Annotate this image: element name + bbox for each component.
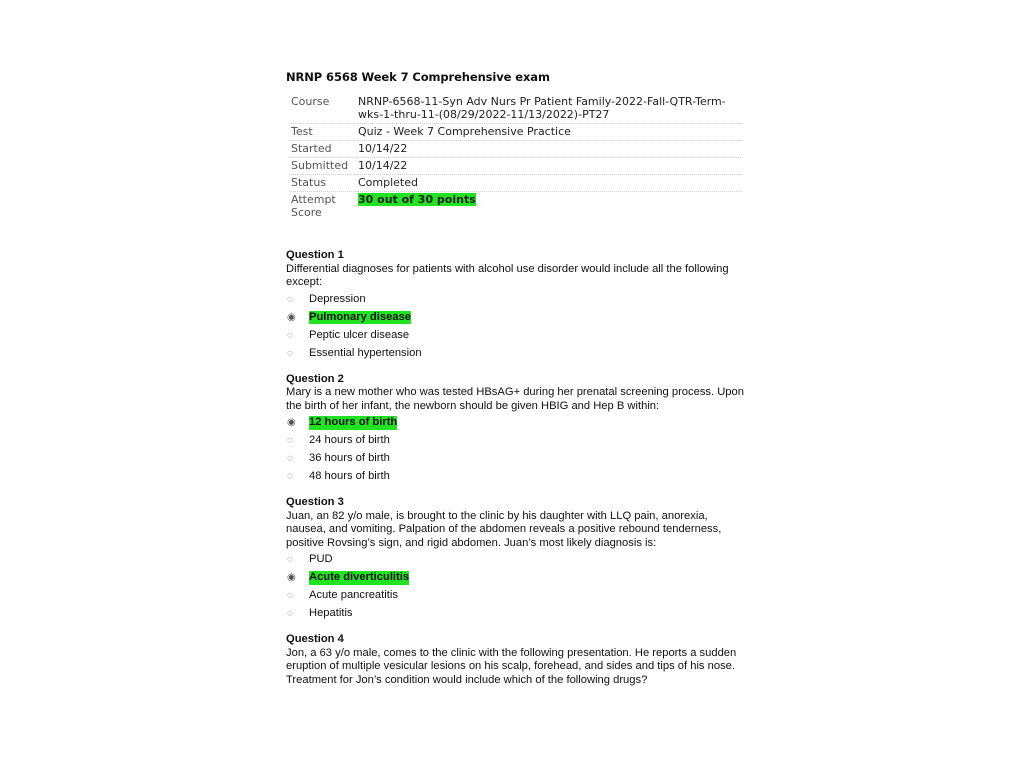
- radio-unselected-icon[interactable]: ◌: [287, 554, 293, 566]
- answer-option-label: 48 hours of birth: [309, 470, 390, 483]
- radio-unselected-icon[interactable]: ◌: [287, 329, 293, 341]
- meta-row-started: [289, 141, 741, 158]
- answer-option-label: Pulmonary disease: [309, 310, 411, 323]
- answer-options: [286, 414, 746, 486]
- question-3: [286, 496, 746, 623]
- answer-option[interactable]: [286, 605, 746, 623]
- question-stem: Mary is a new mother who was tested HBsAG+ during her prenatal screening process. Upon the birth of her infant, the newborn should be given HBIG and Hep B within:: [286, 386, 744, 412]
- question-title: Question 3: [286, 496, 344, 508]
- radio-unselected-icon[interactable]: ◌: [287, 435, 293, 447]
- answer-option-label: PUD: [309, 553, 333, 566]
- meta-label: Course: [289, 94, 358, 124]
- answer-option-label: Peptic ulcer disease: [309, 328, 410, 341]
- answer-option-label: Essential hypertension: [309, 346, 422, 359]
- question-title: Question 2: [286, 372, 344, 385]
- radio-selected-icon[interactable]: ◉: [287, 311, 296, 323]
- question-stem: Jon, a 63 y/o male, comes to the clinic with the following presentation. He reports a sudden eruption of multiple vesicular lesions on his scalp, forehead, and sides and tips of his nose. Treatment for Jon’s condition would include which of the following drugs?: [286, 646, 737, 686]
- answer-option[interactable]: [286, 327, 746, 345]
- meta-label: Test: [289, 124, 358, 141]
- answer-option-label: Acute diverticulitis: [309, 571, 410, 584]
- radio-unselected-icon[interactable]: ◌: [287, 590, 293, 602]
- question-4: [286, 633, 746, 687]
- score-highlight: 30 out of 30 points: [358, 193, 476, 206]
- answer-option-label: Acute pancreatitis: [309, 589, 398, 602]
- meta-row-course: [289, 94, 741, 124]
- document: [286, 70, 746, 697]
- meta-value: Completed: [358, 175, 741, 192]
- document-title: NRNP 6568 Week 7 Comprehensive exam: [286, 70, 550, 84]
- meta-label: Status: [289, 175, 358, 192]
- question-title: Question 1: [286, 249, 344, 261]
- answer-option[interactable]: [286, 291, 746, 309]
- meta-value: NRNP-6568-11-Syn Adv Nurs Pr Patient Family-2022-Fall-QTR-Term-wks-1-thru-11-(08/29/2022-11/13/2022)-PT27: [358, 94, 741, 124]
- radio-selected-icon[interactable]: ◉: [287, 417, 296, 429]
- answer-option-label: Depression: [309, 292, 366, 305]
- meta-row-attempt-score: [289, 192, 741, 222]
- attempt-details-table: [289, 94, 741, 221]
- questions-list: [286, 249, 746, 687]
- meta-label: Attempt Score: [291, 193, 336, 219]
- radio-unselected-icon[interactable]: ◌: [287, 471, 293, 483]
- meta-value: 10/14/22: [358, 158, 741, 175]
- radio-unselected-icon[interactable]: ◌: [287, 453, 293, 465]
- question-2: [286, 373, 746, 487]
- meta-label: Started: [289, 141, 358, 158]
- answer-option[interactable]: [286, 450, 746, 468]
- answer-option-label: 24 hours of birth: [309, 434, 390, 447]
- answer-option[interactable]: [286, 551, 746, 569]
- meta-row-submitted: [289, 158, 741, 175]
- answer-option-label: Hepatitis: [309, 607, 353, 620]
- answer-option[interactable]: [286, 309, 746, 327]
- meta-value: 10/14/22: [358, 141, 741, 158]
- question-1: [286, 249, 746, 363]
- meta-value: [358, 192, 741, 222]
- radio-unselected-icon[interactable]: ◌: [287, 347, 293, 359]
- radio-unselected-icon[interactable]: ◌: [287, 608, 293, 620]
- radio-unselected-icon[interactable]: ◌: [287, 293, 293, 305]
- answer-option[interactable]: [286, 414, 746, 432]
- meta-row-test: [289, 124, 741, 141]
- answer-options: [286, 291, 746, 363]
- answer-options: [286, 551, 746, 623]
- answer-option[interactable]: [286, 587, 746, 605]
- radio-selected-icon[interactable]: ◉: [287, 572, 296, 584]
- answer-option-label: 36 hours of birth: [309, 452, 390, 465]
- answer-option-label: 12 hours of birth: [309, 416, 398, 429]
- answer-option[interactable]: [286, 569, 746, 587]
- question-stem: Juan, an 82 y/o male, is brought to the clinic by his daughter with LLQ pain, anorexia, nausea, and vomiting. Palpation of the abdomen reveals a positive rebound tenderness, positive Rovsing’s sign, and rigid abdomen. Juan’s most likely diagnosis is:: [286, 509, 722, 549]
- meta-label: Submitted: [289, 158, 358, 175]
- answer-option[interactable]: [286, 345, 746, 363]
- answer-option[interactable]: [286, 432, 746, 450]
- meta-row-status: [289, 175, 741, 192]
- meta-value: Quiz - Week 7 Comprehensive Practice: [358, 124, 741, 141]
- question-title: Question 4: [286, 633, 344, 645]
- answer-option[interactable]: [286, 468, 746, 486]
- question-stem: Differential diagnoses for patients with alcohol use disorder would include all the following except:: [286, 262, 729, 288]
